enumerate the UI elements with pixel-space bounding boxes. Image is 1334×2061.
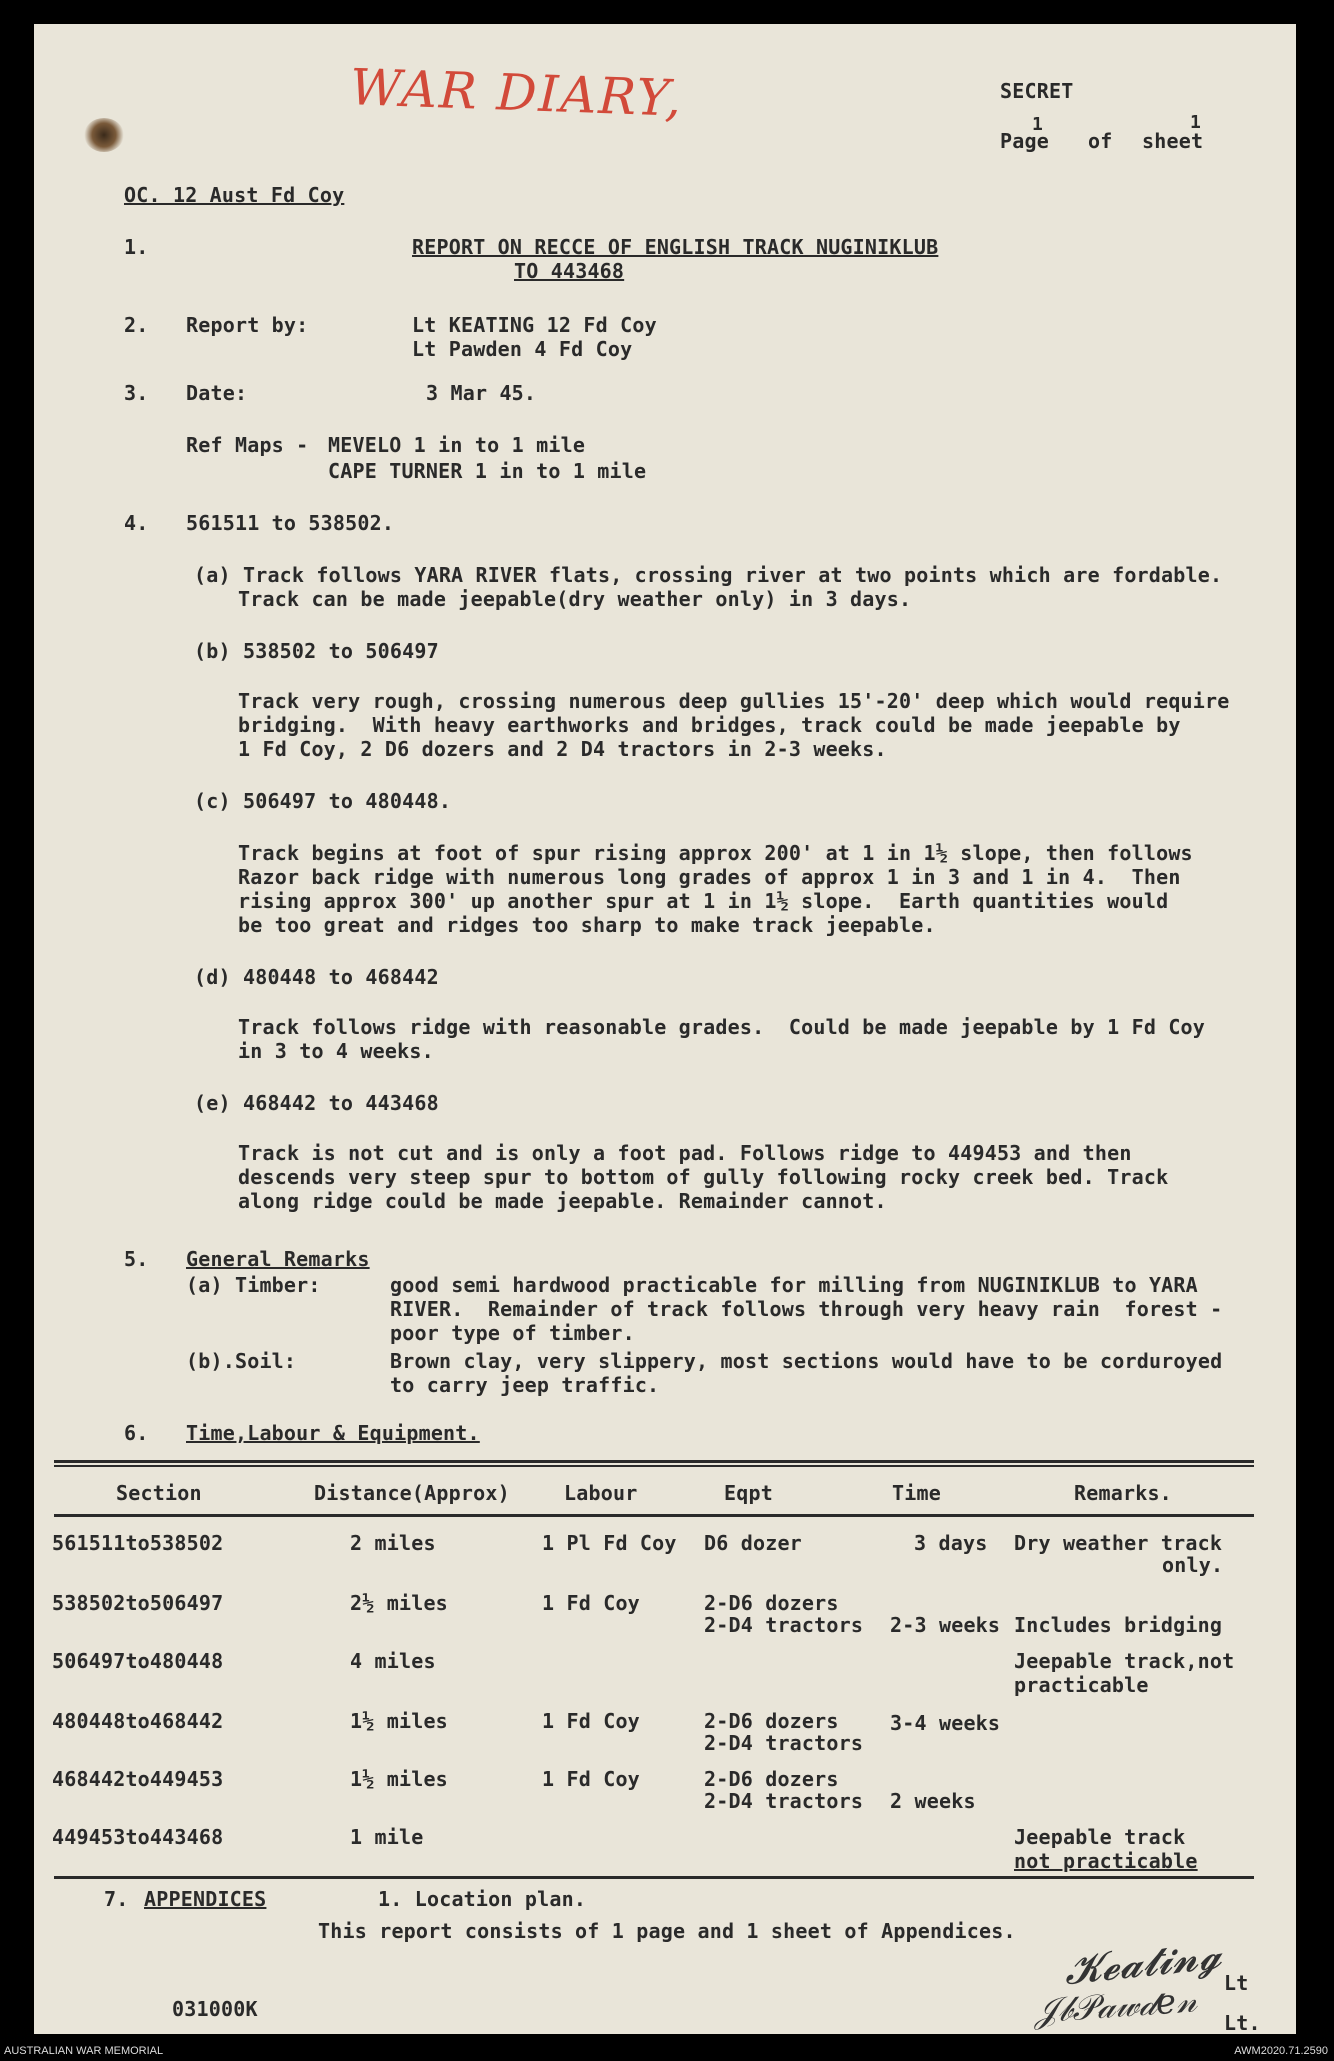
row-section: 561511to538502 (52, 1531, 224, 1555)
time-labour-equipment-title: Time,Labour & Equipment. (186, 1421, 480, 1445)
item-4c-line3: rising approx 300' up another spur at 1 in 1½ slope. Earth quantities would (238, 889, 1169, 913)
row-remarks-2: practicable (1014, 1673, 1149, 1697)
item-4d-line2: in 3 to 4 weeks. (238, 1039, 434, 1063)
ref-map-2: CAPE TURNER 1 in to 1 mile (328, 459, 647, 483)
row-eqpt-1: 2-D6 dozers (704, 1709, 839, 1733)
row-eqpt-2: 2-D4 tractors (704, 1731, 864, 1755)
item-4b-line1: Track very rough, crossing numerous deep gullies 15'-20' deep which would require (238, 689, 1230, 713)
row-remarks-1: Jeepable track,not (1014, 1649, 1235, 1673)
date-time-group: 031000K (172, 1997, 258, 2021)
item-4b-line3: 1 Fd Coy, 2 D6 dozers and 2 D4 tractors in 2-3 weeks. (238, 737, 887, 761)
timber-line3: poor type of timber. (390, 1321, 635, 1345)
row-distance: 1½ miles (350, 1709, 448, 1733)
handwritten-title: WAR DIARY, (349, 58, 684, 128)
item-4a-line1: (a) Track follows YARA RIVER flats, crossing river at two points which are fordable. (194, 563, 1223, 587)
document-page (34, 24, 1296, 2034)
row-time-2: 2 weeks (890, 1789, 976, 1813)
soil-label: (b).Soil: (186, 1349, 297, 1373)
item-4e-heading: (e) 468442 to 443468 (194, 1091, 439, 1115)
date-label: Date: (186, 381, 248, 405)
item-4e-line1: Track is not cut and is only a foot pad. Follows ridge to 449453 and then (238, 1141, 1132, 1165)
row-labour: 1 Pl Fd Coy (542, 1531, 677, 1555)
item-4-range: 561511 to 538502. (186, 511, 395, 535)
col-header-distance: Distance(Approx) (314, 1481, 510, 1505)
col-header-eqpt: Eqpt (724, 1481, 773, 1505)
item-4-number: 4. (124, 511, 149, 535)
item-4c-line4: be too great and ridges too sharp to make track jeepable. (238, 913, 936, 937)
signature-pawden: 𝒥𝒷𝒫𝒶𝓌𝒹𝑒𝓃 (1032, 1980, 1199, 2032)
row-eqpt-2: 2-D4 tractors (704, 1789, 864, 1813)
addressee: OC. 12 Aust Fd Coy (124, 183, 345, 207)
row-distance: 1½ miles (350, 1767, 448, 1791)
item-4c-heading: (c) 506497 to 480448. (194, 789, 452, 813)
timber-label: (a) Timber: (186, 1273, 321, 1297)
secret-label: SECRET (1000, 79, 1074, 103)
col-header-time: Time (892, 1481, 941, 1505)
item-4d-line1: Track follows ridge with reasonable grades. Could be made jeepable by 1 Fd Coy (238, 1015, 1206, 1039)
timber-line1: good semi hardwood practicable for milling from NUGINIKLUB to YARA (390, 1273, 1198, 1297)
burn-mark (84, 118, 124, 152)
row-section: 538502to506497 (52, 1591, 224, 1615)
table-header-rule (54, 1514, 1254, 1517)
item-4b-line2: bridging. With heavy earthworks and bridges, track could be made jeepable by (238, 713, 1181, 737)
date-value: 3 Mar 45. (426, 381, 537, 405)
signature-keating: 𝓚𝓮𝓪𝓽𝓲𝓷𝓰 (1062, 1931, 1224, 1995)
row-remarks-2: only. (1162, 1553, 1224, 1577)
table-bottom-rule (54, 1876, 1254, 1879)
row-distance: 2 miles (350, 1531, 436, 1555)
item-3-number: 3. (124, 381, 149, 405)
item-4c-line1: Track begins at foot of spur rising approx 200' at 1 in 1½ slope, then follows (238, 841, 1193, 865)
row-eqpt-1: 2-D6 dozers (704, 1591, 839, 1615)
item-4e-line2: descends very steep spur to bottom of gully following rocky creek bed. Track (238, 1165, 1169, 1189)
general-remarks-title: General Remarks (186, 1247, 370, 1271)
row-distance: 1 mile (350, 1825, 424, 1849)
item-4c-line2: Razor back ridge with numerous long grades of approx 1 in 3 and 1 in 4. Then (238, 865, 1181, 889)
appendices-line1: 1. Location plan. (378, 1887, 587, 1911)
row-section: 449453to443468 (52, 1825, 224, 1849)
row-time-1: 3 days (914, 1531, 988, 1555)
item-1-number: 1. (124, 235, 149, 259)
report-title-line2: TO 443468 (514, 259, 625, 283)
row-eqpt-2: 2-D4 tractors (704, 1613, 864, 1637)
page-number: 1 (1032, 114, 1044, 135)
row-section: 480448to468442 (52, 1709, 224, 1733)
appendices-title: APPENDICES (144, 1887, 267, 1911)
report-by-label: Report by: (186, 313, 309, 337)
soil-line2: to carry jeep traffic. (390, 1373, 660, 1397)
table-top-rule-2 (54, 1465, 1254, 1467)
report-by-line1: Lt KEATING 12 Fd Coy (412, 313, 657, 337)
ref-map-1: MEVELO 1 in to 1 mile (328, 433, 586, 457)
soil-line1: Brown clay, very slippery, most sections would have to be corduroyed (390, 1349, 1223, 1373)
row-time-1: 3-4 weeks (890, 1711, 1001, 1735)
table-top-rule (54, 1460, 1254, 1463)
row-time-2: 2-3 weeks (890, 1613, 1001, 1637)
row-distance: 2½ miles (350, 1591, 448, 1615)
item-7-number: 7. (104, 1887, 129, 1911)
item-4e-line3: along ridge could be made jeepable. Remainder cannot. (238, 1189, 887, 1213)
row-remarks-1: Jeepable track (1014, 1825, 1186, 1849)
sheet-number: 1 (1190, 112, 1202, 133)
row-labour: 1 Fd Coy (542, 1709, 640, 1733)
ref-maps-label: Ref Maps - (186, 433, 309, 457)
footer-source: AUSTRALIAN WAR MEMORIAL (4, 2045, 164, 2057)
of-label: of (1088, 129, 1113, 153)
report-title-line1: REPORT ON RECCE OF ENGLISH TRACK NUGINIKLUB (412, 235, 939, 259)
appendices-line2: This report consists of 1 page and 1 sheet of Appendices. (318, 1919, 1016, 1943)
page-label: Page (1000, 129, 1049, 153)
col-header-labour: Labour (564, 1481, 638, 1505)
item-2-number: 2. (124, 313, 149, 337)
sheet-label: sheet (1142, 129, 1204, 153)
item-5-number: 5. (124, 1247, 149, 1271)
row-eqpt-1: D6 dozer (704, 1531, 802, 1555)
col-header-section: Section (116, 1481, 202, 1505)
row-remarks-1: Dry weather track (1014, 1531, 1223, 1555)
row-section: 506497to480448 (52, 1649, 224, 1673)
row-distance: 4 miles (350, 1649, 436, 1673)
timber-line2: RIVER. Remainder of track follows through very heavy rain forest - (390, 1297, 1223, 1321)
report-by-line2: Lt Pawden 4 Fd Coy (412, 337, 633, 361)
row-eqpt-1: 2-D6 dozers (704, 1767, 839, 1791)
item-4b-heading: (b) 538502 to 506497 (194, 639, 439, 663)
signature-rank-2: Lt. (1224, 2011, 1261, 2035)
row-labour: 1 Fd Coy (542, 1591, 640, 1615)
row-remarks-2: not practicable (1014, 1849, 1198, 1873)
item-4d-heading: (d) 480448 to 468442 (194, 965, 439, 989)
row-labour: 1 Fd Coy (542, 1767, 640, 1791)
item-6-number: 6. (124, 1421, 149, 1445)
footer-reference: AWM2020.71.2590 (1234, 2045, 1328, 2057)
signature-rank-1: Lt (1224, 1971, 1249, 1995)
col-header-remarks: Remarks. (1074, 1481, 1172, 1505)
item-4a-line2: Track can be made jeepable(dry weather only) in 3 days. (238, 587, 912, 611)
row-remarks-2: Includes bridging (1014, 1613, 1223, 1637)
row-section: 468442to449453 (52, 1767, 224, 1791)
